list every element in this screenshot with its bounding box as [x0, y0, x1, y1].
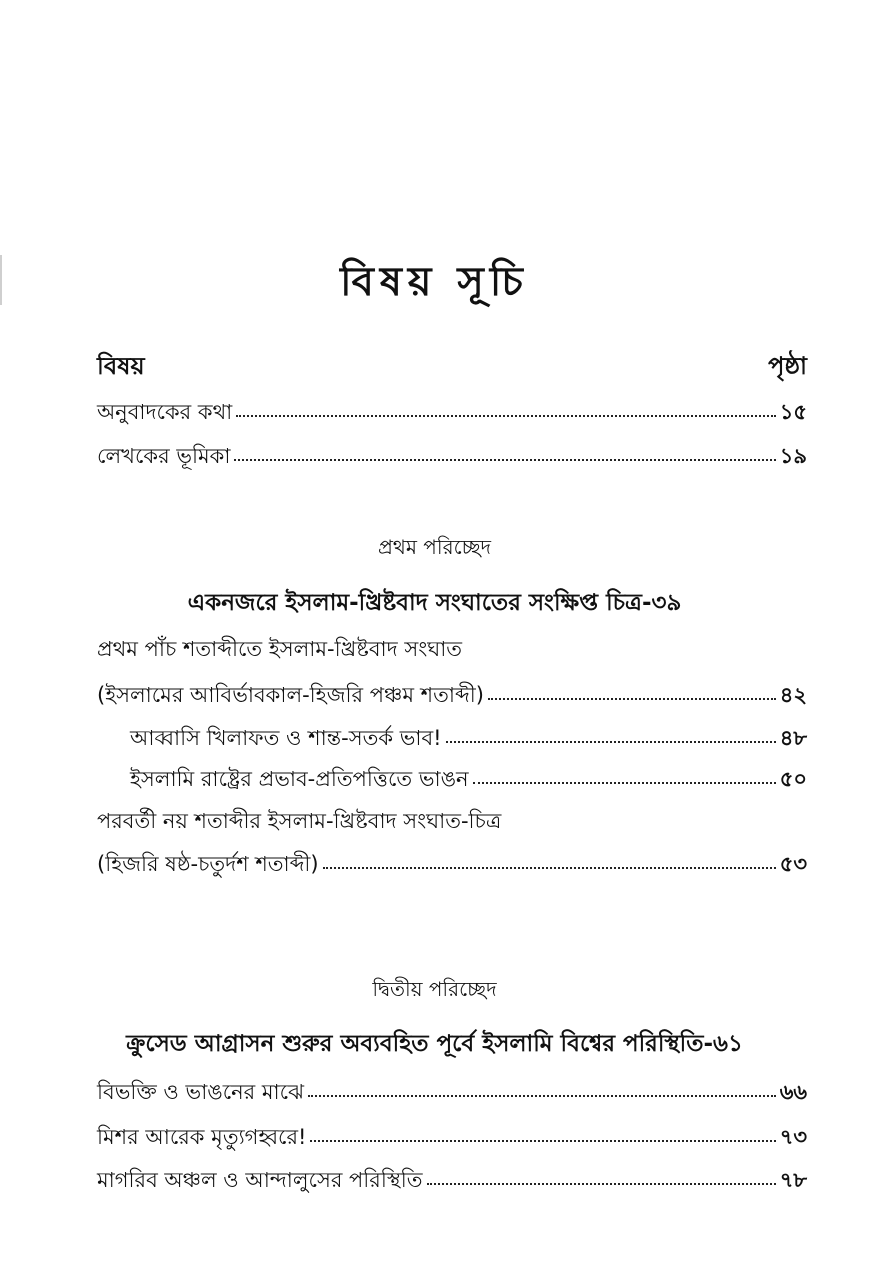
- dot-leader: [427, 1165, 776, 1185]
- chapter-1-label: প্রথম পরিচ্ছেদ: [377, 535, 492, 559]
- dot-leader: [310, 1122, 775, 1142]
- toc-entry-page: ৬৬: [779, 1080, 807, 1104]
- toc-entry-next-nine-centuries: [97, 849, 807, 879]
- toc-entry-text: লেখকের ভূমিকা: [97, 444, 231, 468]
- toc-entry-text: আব্বাসি খিলাফত ও শান্ত-সতর্ক ভাব!: [130, 726, 442, 750]
- toc-entry-text: বিভক্তি ও ভাঙনের মাঝে: [97, 1080, 304, 1104]
- dot-leader: [323, 849, 776, 869]
- toc-entry-page: ৭৩: [779, 1125, 807, 1149]
- dot-leader: [488, 680, 776, 700]
- toc-entry-text: (হিজরি ষষ্ঠ-চতুর্দশ শতাব্দী): [97, 852, 319, 876]
- toc-entry-maghreb-andalus: [97, 1165, 807, 1195]
- toc-entry-page: ৫০: [779, 767, 807, 791]
- dot-leader: [234, 441, 775, 461]
- dot-leader: [473, 764, 776, 784]
- toc-entry-text: (ইসলামের আবির্ভাবকাল-হিজরি পঞ্চম শতাব্দী): [97, 683, 484, 707]
- toc-entry-text: মাগরিব অঞ্চল ও আন্দালুসের পরিস্থিতি: [97, 1168, 423, 1192]
- dot-leader: [308, 1077, 776, 1097]
- toc-entry-author-preface: [97, 441, 807, 471]
- toc-entry-page: ৪২: [779, 683, 807, 707]
- toc-entry-page: ১৯: [779, 444, 807, 468]
- toc-entry-text: মিশর আরেক মৃত্যুগহ্বরে!: [97, 1125, 307, 1149]
- toc-entry-translator-note: [97, 397, 807, 427]
- toc-entry-egypt: [97, 1122, 807, 1152]
- toc-header-row: [97, 348, 807, 388]
- page-column-header: পৃষ্ঠা: [768, 352, 807, 380]
- dot-leader: [446, 723, 776, 743]
- toc-entry-text: ইসলামি রাষ্ট্রের প্রভাব-প্রতিপত্তিতে ভাঙন: [130, 767, 469, 791]
- toc-entry-page: ১৫: [779, 400, 807, 424]
- dot-leader: [236, 397, 775, 417]
- toc-entry-next-nine-centuries-line1: পরবর্তী নয় শতাব্দীর ইসলাম-খ্রিষ্টবাদ সংঘাত-চিত্র: [97, 809, 502, 833]
- toc-entry-text: অনুবাদকের কথা: [97, 400, 233, 424]
- chapter-1-title: একনজরে ইসলাম-খ্রিষ্টবাদ সংঘাতের সংক্ষিপ্ত চিত্র-৩৯: [187, 590, 682, 616]
- page-title: বিষয় সূচি: [340, 259, 529, 305]
- subject-column-header: বিষয়: [97, 352, 145, 380]
- toc-entry-first-five-centuries-line1: প্রথম পাঁচ শতাব্দীতে ইসলাম-খ্রিষ্টবাদ সংঘাত: [97, 637, 463, 661]
- chapter-2-label: দ্বিতীয় পরিচ্ছেদ: [372, 977, 497, 1001]
- toc-entry-division: [97, 1077, 807, 1107]
- toc-entry-page: ৫৩: [779, 852, 807, 876]
- toc-entry-page: ৪৮: [779, 726, 807, 750]
- toc-subentry-decline: [130, 764, 807, 794]
- chapter-2-title: ক্রুসেড আগ্রাসন শুরুর অব্যবহিত পূর্বে ইসলামি বিশ্বের পরিস্থিতি-৬১: [126, 1031, 743, 1057]
- toc-subentry-abbasid: [130, 723, 807, 753]
- toc-entry-first-five-centuries: [97, 680, 807, 710]
- toc-entry-page: ৭৮: [779, 1168, 807, 1192]
